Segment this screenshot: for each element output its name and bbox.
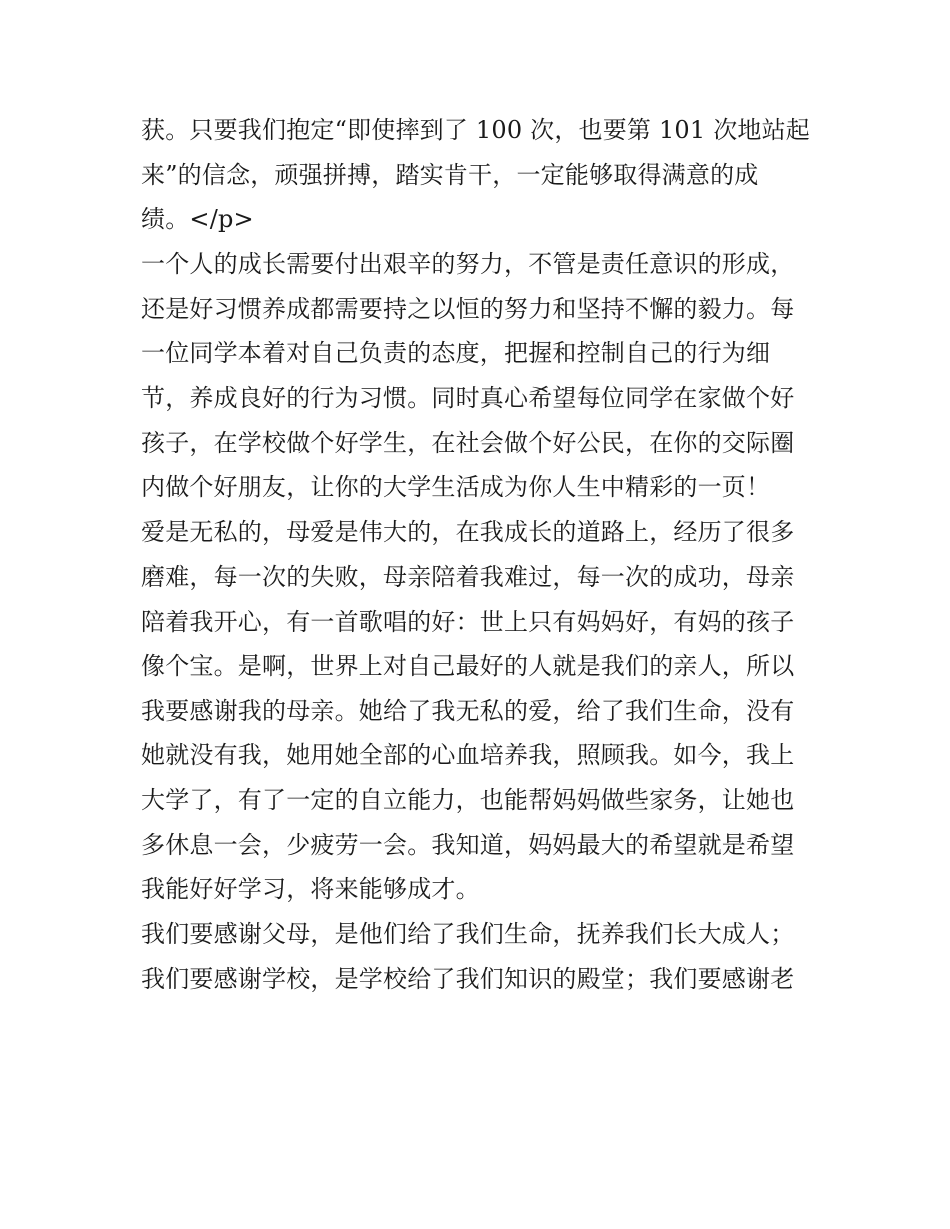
- paragraph-4: 我们要感谢父母，是他们给了我们生命，抚养我们长大成人； 我们要感谢学校，是学校给了我们知识的殿堂；我们要感谢老: [141, 920, 795, 993]
- paragraph-1: 获。只要我们抱定“即使摔到了 100 次，也要第 101 次地站起 来”的信念，顽强拼搏，踏实肯干，一定能够取得满意的成 绩。</p>: [141, 116, 811, 234]
- paragraph-2: 一个人的成长需要付出艰辛的努力，不管是责任意识的形成， 还是好习惯养成都需要持之以恒的努力和坚持不懈的毅力。每 一位同学本着对自己负责的态度，把握和控制自己的行为细 节，养成良好的行为习惯。同时真心希望每位同学在家做个好 孩子，在学校做个好学生，在社会做个好公民，在你的交际圈 内做个好朋友，让你的大学生活成为你人生中精彩的一页！: [141, 250, 795, 502]
- paragraph-3: 爱是无私的，母爱是伟大的，在我成长的道路上，经历了很多 磨难，每一次的失败，母亲陪着我难过，每一次的成功，母亲 陪着我开心，有一首歌唱的好：世上只有妈妈好，有妈的孩子 像个宝。是啊，世界上对自己最好的人就是我们的亲人，所以 我要感谢我的母亲。她给了我无私的爱，给了我们生命，没有 她就没有我，她用她全部的心血培养我，照顾我。如今，我上 大学了，有了一定的自立能力，也能帮妈妈做些家务，让她也 多休息一会，少疲劳一会。我知道，妈妈最大的希望就是希望 我能好好学习，将来能够成才。: [141, 518, 795, 904]
- document-body: [141, 108, 816, 1001]
